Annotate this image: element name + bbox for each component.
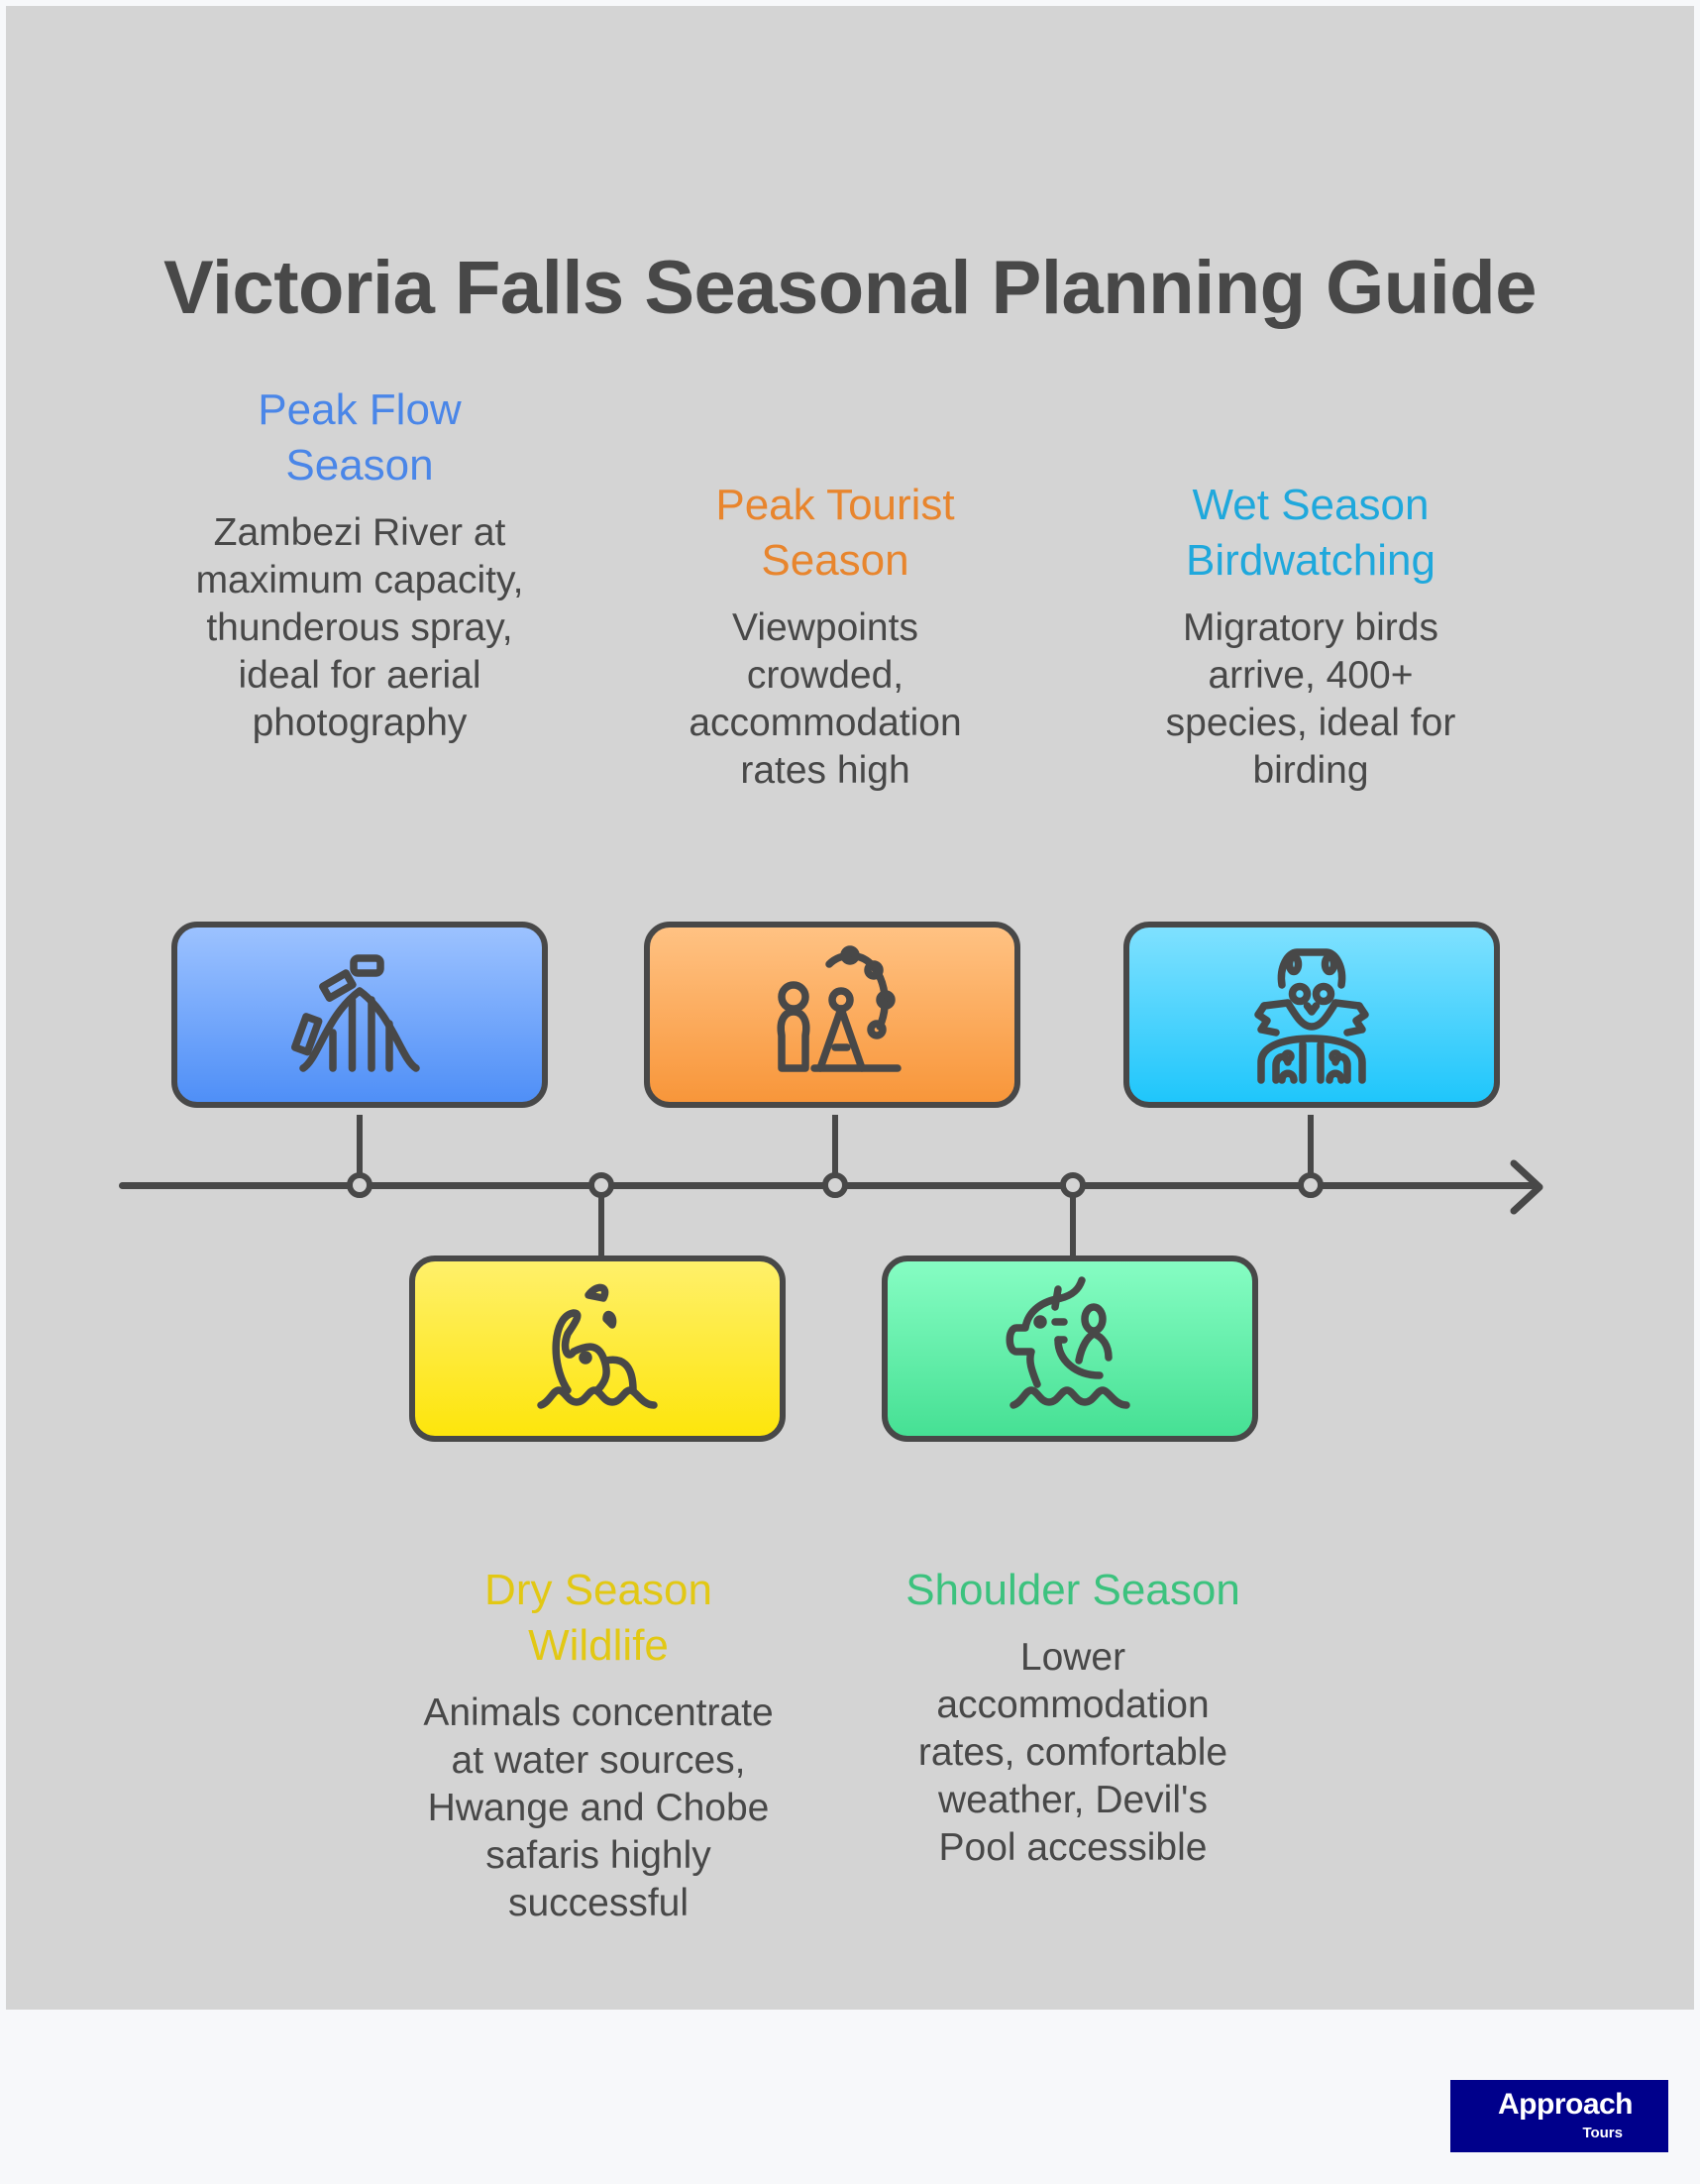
ferris-wheel-tourist-icon <box>758 940 906 1089</box>
card-wet-season <box>1123 922 1500 1108</box>
event-heading: Peak Tourist <box>715 481 955 529</box>
event-heading: Wet Season <box>1192 481 1430 529</box>
event-heading: Shoulder Season <box>905 1566 1240 1614</box>
event-peak-flow-label <box>181 382 538 747</box>
event-heading: Season <box>285 441 434 490</box>
logo-brand: Approach <box>1498 2088 1634 2121</box>
event-wet-season-label <box>1122 478 1499 795</box>
dragon-swimmer-icon <box>996 1274 1144 1423</box>
logo-sub: Tours <box>1582 2125 1623 2141</box>
connector <box>598 1196 604 1257</box>
timeline-node[interactable] <box>588 1172 614 1198</box>
timeline-node[interactable] <box>347 1172 372 1198</box>
event-dry-season-label <box>420 1563 777 1927</box>
owl-birdwatching-icon <box>1237 940 1386 1089</box>
event-heading: Birdwatching <box>1186 536 1435 585</box>
card-peak-flow <box>171 922 548 1108</box>
card-dry-season <box>409 1256 786 1442</box>
timeline-node[interactable] <box>1298 1172 1324 1198</box>
roller-coaster-icon <box>285 940 434 1089</box>
event-heading: Wildlife <box>528 1621 669 1670</box>
event-description: Zambezi River at maximum capacity, thunderous spray, ideal for aerial photography <box>195 511 524 744</box>
page-title: Victoria Falls Seasonal Planning Guide <box>163 245 1537 330</box>
event-description: Migratory birds arrive, 400+ species, ideal for birding <box>1165 606 1456 792</box>
approach-tours-logo[interactable] <box>1450 2080 1668 2152</box>
event-description: Lower accommodation rates, comfortable weather, Devil's Pool accessible <box>917 1636 1228 1869</box>
connector <box>1070 1196 1076 1257</box>
event-peak-tourist-label <box>657 478 1013 795</box>
elephant-water-icon <box>523 1274 672 1423</box>
event-description: Viewpoints crowded, accommodation rates high <box>689 606 962 792</box>
event-description: Animals concentrate at water sources, Hwange and Chobe safaris highly successful <box>423 1692 774 1924</box>
card-peak-tourist <box>644 922 1020 1108</box>
timeline-node[interactable] <box>822 1172 848 1198</box>
event-heading: Peak Flow <box>258 385 462 434</box>
card-shoulder-season <box>882 1256 1258 1442</box>
arrow-right-icon <box>1506 1157 1545 1217</box>
timeline-node[interactable] <box>1060 1172 1086 1198</box>
event-shoulder-season-label <box>875 1563 1271 1872</box>
event-heading: Season <box>761 536 909 585</box>
event-heading: Dry Season <box>484 1566 712 1614</box>
